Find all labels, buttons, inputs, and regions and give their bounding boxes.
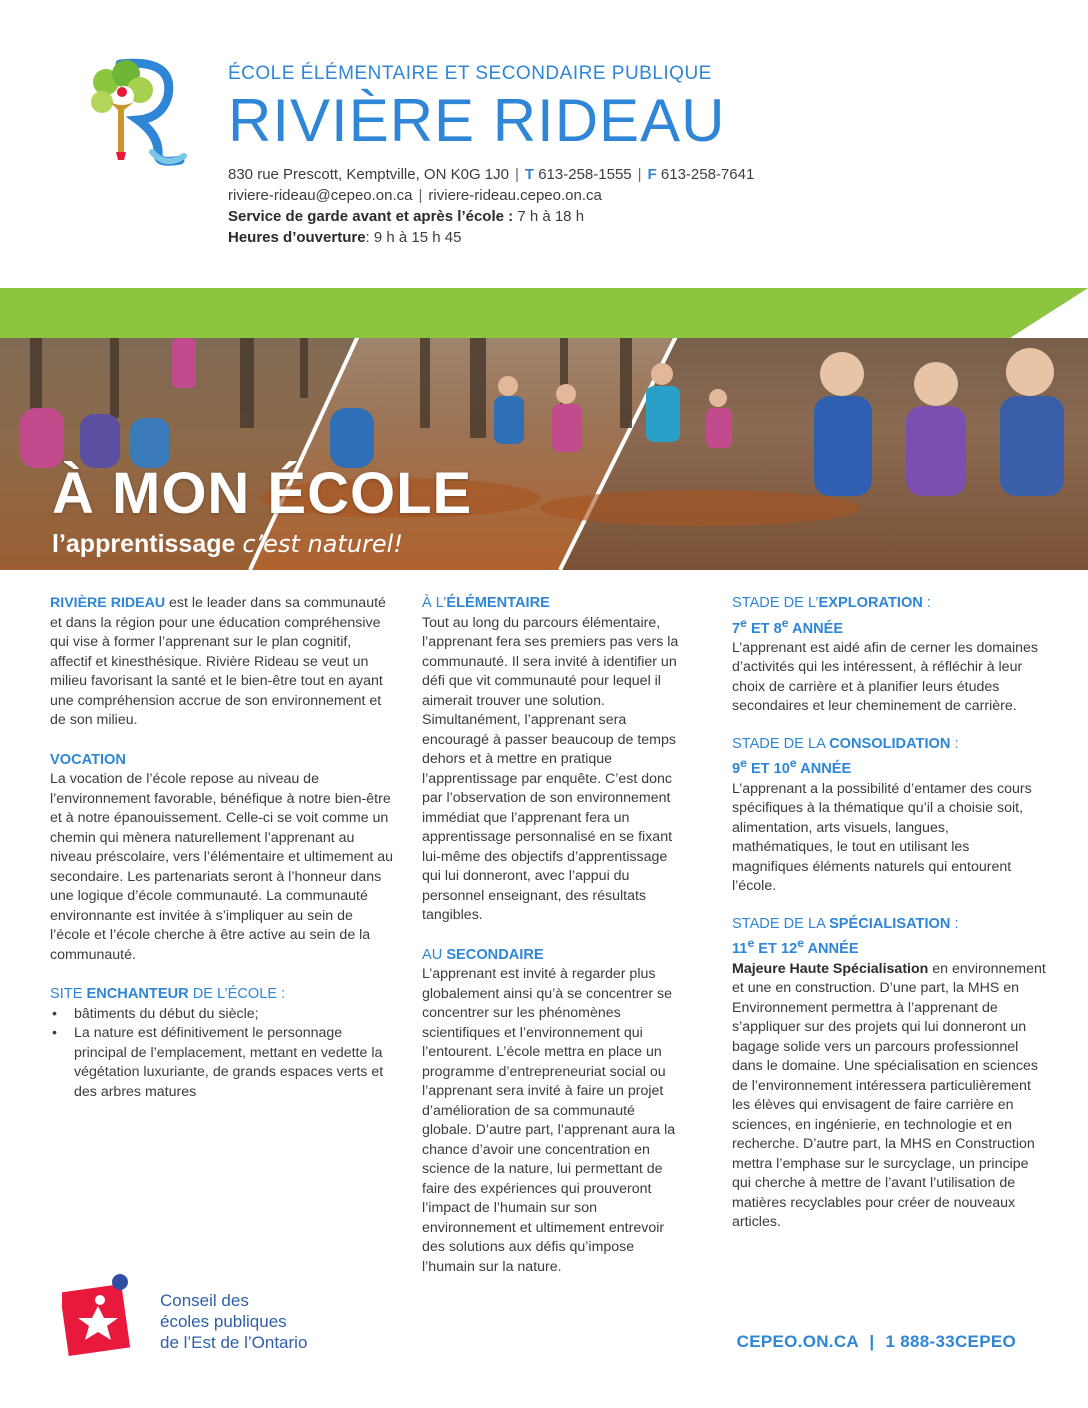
exploration-heading: STADE DE L’EXPLORATION : — [732, 595, 931, 611]
column-stages — [732, 594, 1048, 1233]
footer-separator: | — [869, 1332, 875, 1351]
hours-line — [228, 227, 1048, 248]
footer-phone: 1 888-33CEPEO — [885, 1332, 1016, 1351]
footer-contact — [737, 1332, 1016, 1352]
fax: 613-258-7641 — [660, 166, 755, 183]
hero-banner — [0, 288, 1088, 570]
intro-school-name: RIVIÈRE RIDEAU — [50, 595, 166, 611]
cepeo-name — [160, 1290, 307, 1353]
specialisation-grades: 11e ET 12e ANNÉE — [732, 936, 859, 958]
secondary-text: L’apprenant est invité à regarder plus globalement ainsi qu’à se concentrer se concentrer sur les phénomènes scientifiques et l’environnement qui l’entourent. L’école mettra en place un programme d’entrepreneuriat social ou l’apprenant sera invité à faire un projet d’amélioration de sa communauté globale. D’autre part, l’apprenant aura la chance d’avoir une concentration en science de la nature, lui permettant de faire des expériences qui prouveront l’impact de l’humain sur son environnement et ultimement entrevoir des solutions aux défis qu’impose l’humain sur la nature. — [422, 966, 676, 1275]
tagline-green-band — [0, 288, 1088, 338]
contact-line-address: 830 rue Prescott, Kemptville, ON K0G 1J0 | T 613-258-1555 | F 613-258-7641 — [228, 166, 755, 183]
tagline-strong: l’apprentissage — [52, 530, 236, 558]
address: 830 rue Prescott, Kemptville, ON K0G 1J0 — [228, 166, 509, 183]
exploration-text: L’apprenant est aidé afin de cerner les domaines d’activités qui les intéressent, à réfléchir à leur choix de carrière et à planifier leurs études secondaires et leur cheminement de carrière. — [732, 639, 1039, 715]
daycare-label: Service de garde avant et après l’école : — [228, 208, 514, 225]
hero-title: À MON ÉCOLE — [52, 461, 473, 526]
list-item: • bâtiments du début du siècle; — [50, 1005, 396, 1025]
consolidation-heading: STADE DE LA CONSOLIDATION : — [732, 735, 959, 752]
cepeo-logo — [62, 1272, 144, 1358]
daycare-hours: 7 h à 18 h — [517, 208, 585, 225]
elementary-heading: À L’ÉLÉMENTAIRE — [422, 595, 550, 611]
vocation-text: La vocation de l’école repose au niveau de l’environnement favorable, bénéfique à notre bien-être et à notre épanouissement. Celle-ci se voit comme un chemin qui mènera naturellement l’apprenant au niveau préscolaire, vers l’élémentaire et ultimement au secondaire. Les partenariats seront à l’honneur dans une logique d’école communauté. La communauté environnante est invitée à s’impliquer au sein de l’école et l’école cherche à être active au sein de la communauté. — [50, 771, 394, 963]
secondary-heading: AU SECONDAIRE — [422, 946, 544, 963]
hours-label: Heures d’ouverture — [228, 229, 366, 246]
exploration-grades: 7e ET 8e ANNÉE — [732, 615, 844, 637]
phone-key: T — [524, 166, 535, 183]
contact-block — [228, 164, 1048, 248]
org-line: de l’Est de l’Ontario — [160, 1333, 308, 1352]
site-heading: SITE ENCHANTEUR DE L’ÉCOLE : — [50, 986, 286, 1002]
school-tree-logo-icon — [80, 56, 190, 168]
elementary-text: Tout au long du parcours élémentaire, l’apprenant fera ses premiers pas vers la communauté. Il sera invité à identifier un défi que vit communauté pour lequel il aimerait trouver une solution. Simultanément, l’apprenant sera encouragé à passer beaucoup de temps dehors et à mettre en pratique l’apprentissage par enquête. C’est donc par l’observation de son environnement immédiat que l’apprenant fera un apprentissage personnalisé en se fixant lui-même des objectifs d’apprentissage qui lui donneront, avec l’appui du personnel enseignant, des résultats tangibles. — [422, 614, 679, 923]
fax-key: F — [647, 166, 657, 183]
hours-value: : 9 h à 15 h 45 — [365, 229, 462, 246]
vocation-heading: VOCATION — [50, 751, 126, 768]
school-header — [228, 62, 1048, 248]
email-link[interactable]: riviere-rideau@cepeo.on.ca — [228, 187, 413, 204]
specialisation-heading: STADE DE LA SPÉCIALISATION : — [732, 915, 959, 932]
tagline-script: c’est naturel! — [242, 530, 403, 558]
school-logo — [80, 56, 190, 168]
site-bullet-list — [50, 1005, 396, 1103]
cepeo-star-person-icon — [62, 1272, 144, 1358]
intro-paragraph — [50, 594, 396, 731]
org-line: Conseil des — [160, 1291, 249, 1310]
footer-website-link[interactable]: CEPEO.ON.CA — [736, 1332, 859, 1351]
website-link[interactable]: riviere-rideau.cepeo.on.ca — [428, 187, 602, 204]
contact-line-web: riviere-rideau@cepeo.on.ca | riviere-rideau.cepeo.on.ca — [228, 187, 602, 204]
column-levels — [422, 594, 688, 1277]
org-line: écoles publiques — [160, 1312, 287, 1331]
school-name: RIVIÈRE RIDEAU — [228, 87, 726, 154]
daycare-line — [228, 206, 1048, 227]
column-intro — [50, 594, 396, 1102]
consolidation-grades: 9e ET 10e ANNÉE — [732, 756, 852, 778]
list-item: • La nature est définitivement le personnage principal de l’emplacement, mettant en vedette la végétation luxuriante, de grands espaces verts et des arbres matures — [50, 1024, 396, 1102]
phone: 613-258-1555 — [538, 166, 632, 183]
consolidation-text: L’apprenant a la possibilité d’entamer des cours spécifiques à la thématique qu’il a choisie soit, alimentation, arts visuels, langues, mathématiques, le tout en utilisant les magnifiques éléments naturels qui entourent l’école. — [732, 780, 1032, 895]
hero-tagline — [52, 528, 403, 560]
school-type: ÉCOLE ÉLÉMENTAIRE ET SECONDAIRE PUBLIQUE — [228, 63, 712, 84]
intro-text: est le leader dans sa communauté et dans la région pour une éducation compréhensive qui vise à former l’apprenant sur le plan cognitif, affectif et kinesthésique. Rivière Rideau se veut un milieu favorisant la santé et le bien-être tout en ayant une compréhension accrue de son environnement et de son milieu. — [50, 595, 386, 728]
specialisation-text: Majeure Haute Spécialisation en environnement et une en construction. D’une part, la MHS en Environnement permettra à l’apprenant de s’appliquer sur des projets qui lui donneront un bagage solide vers un parcours professionnel dans le domaine. Une spécialisation en sciences de l’environnement intéressera particulièrement les élèves qui envisagent de faire carrière en sciences, en ingénierie, en technologie et en recherche. D’autre part, la MHS en Construction mettra l’emphase sur le surcyclage, un principe qui cherche à mettre de l’avant l’utilisation de matières recyclables pour créer de nouveaux articles. — [732, 960, 1046, 1231]
